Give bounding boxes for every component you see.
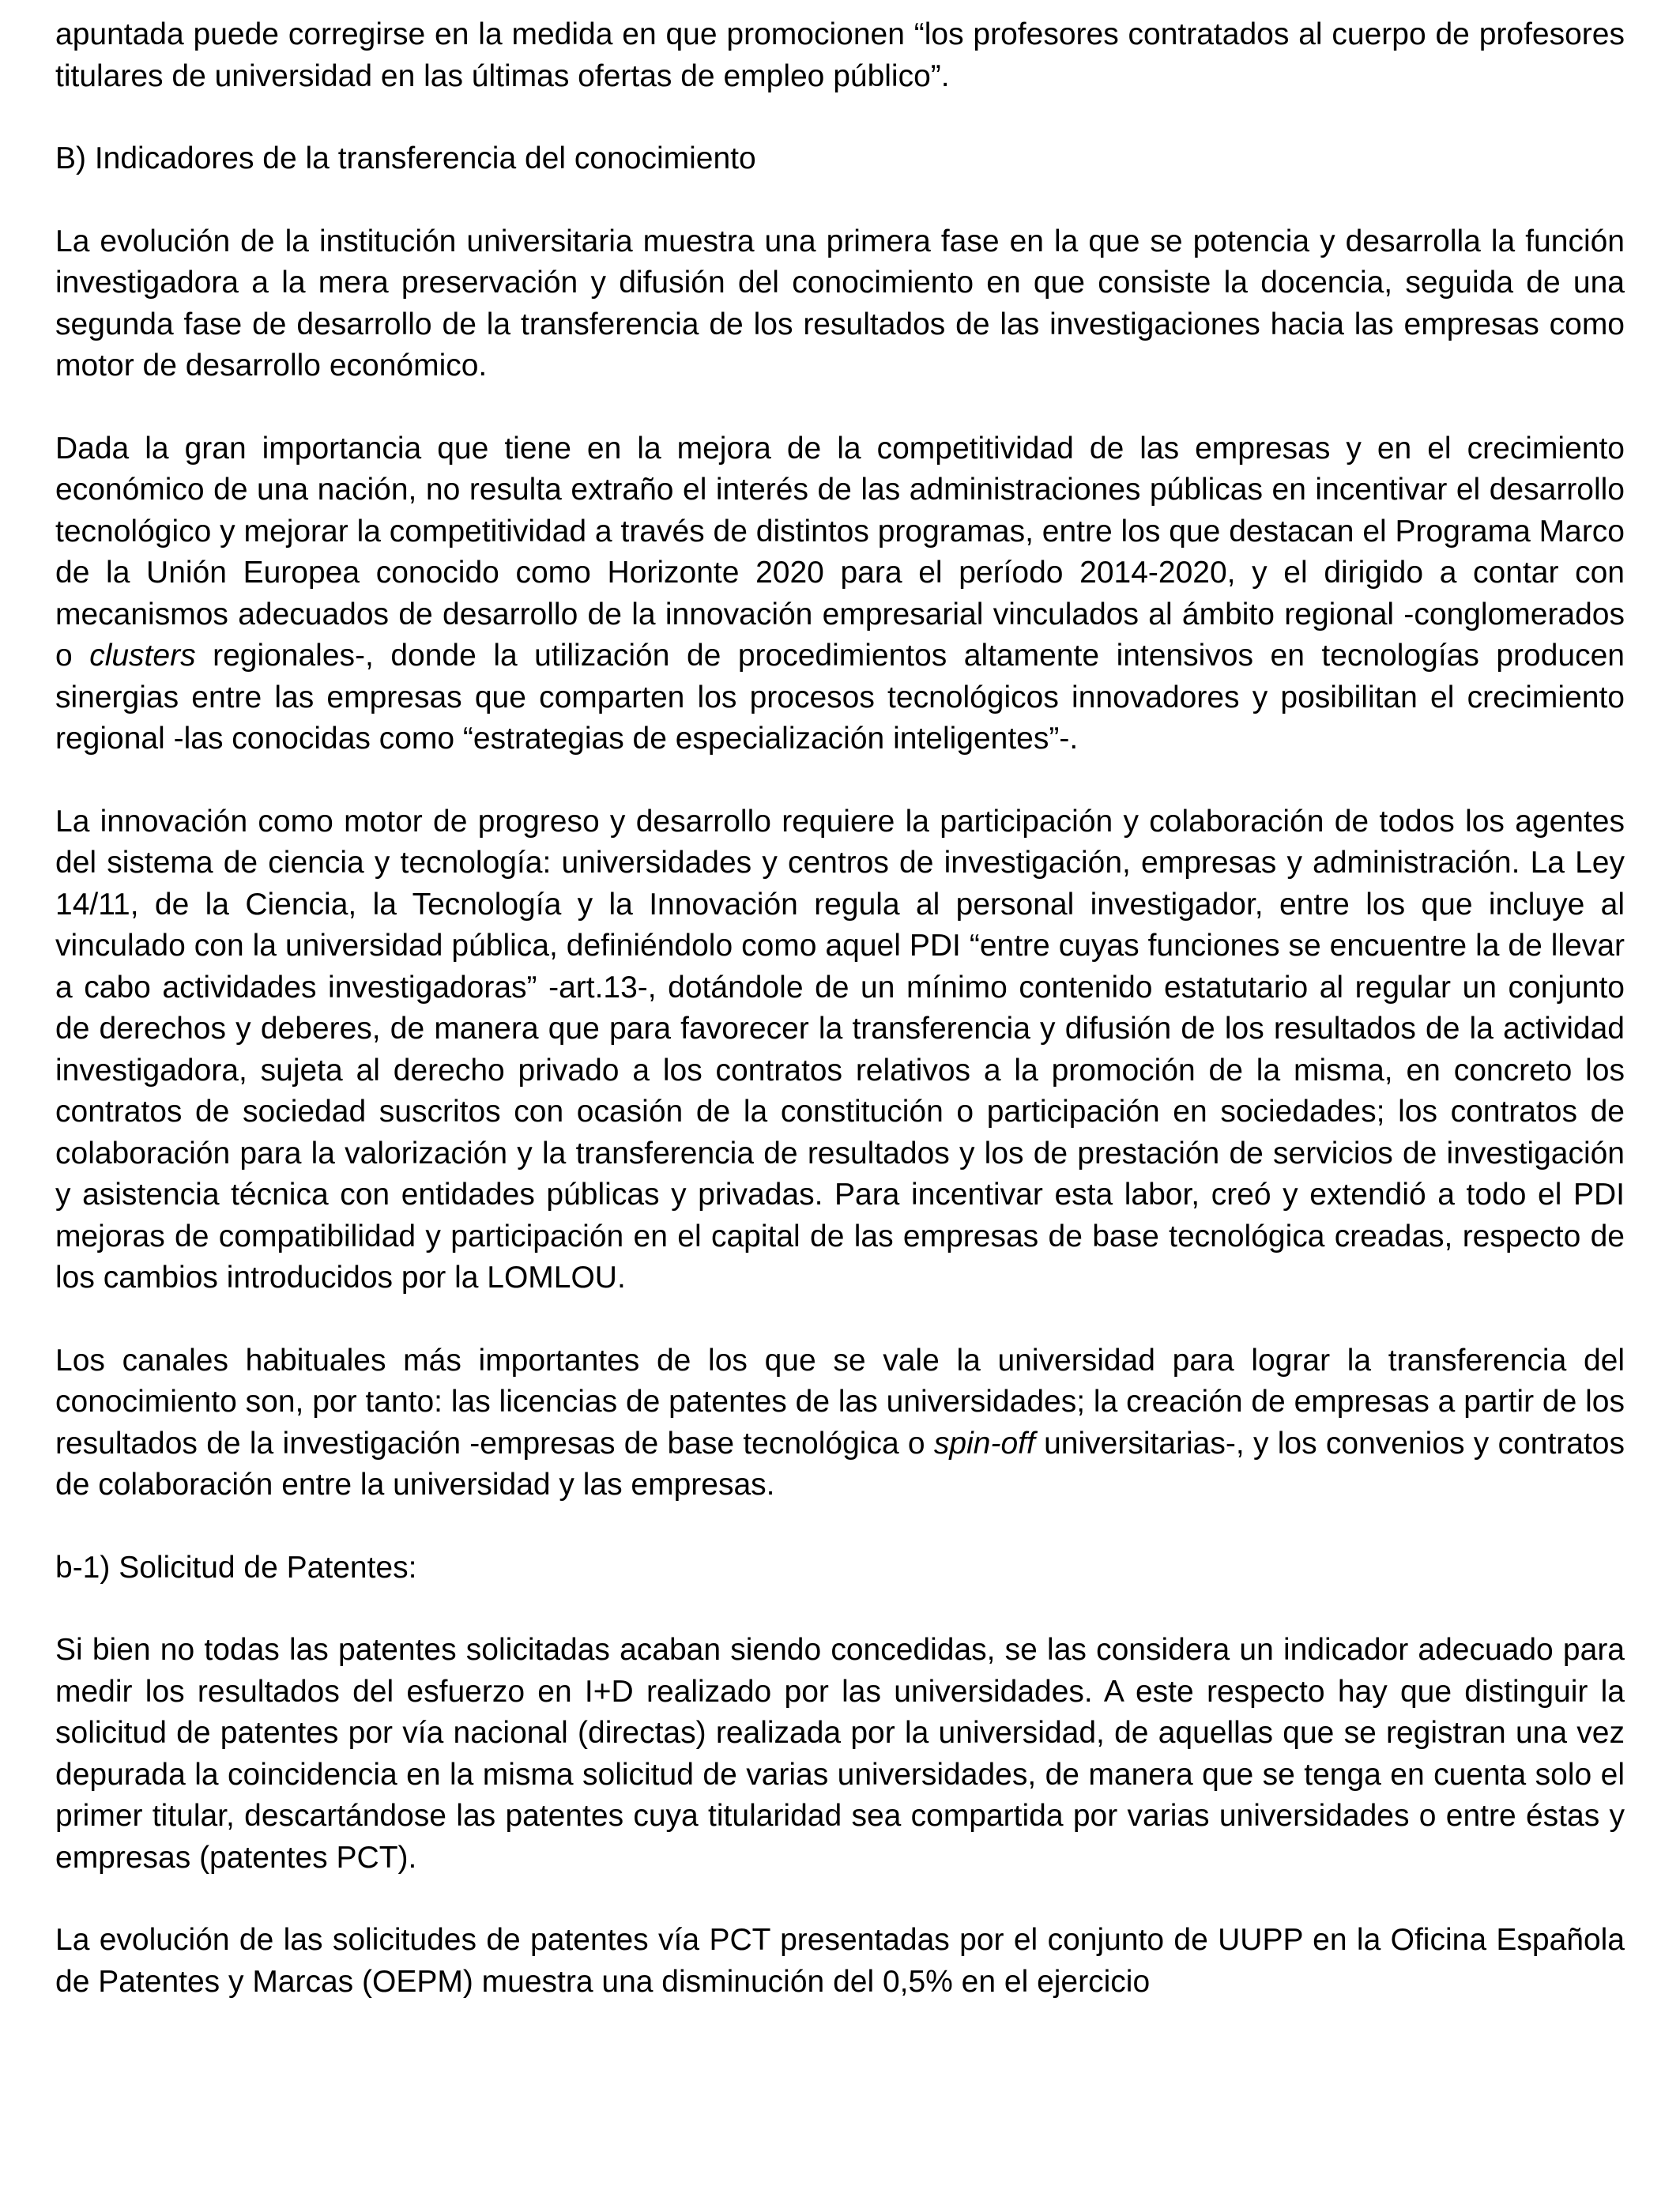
paragraph-canales [55, 1340, 1625, 1506]
paragraph-competitividad-text-b: regionales-, donde la utilización de procedimientos altamente intensivos en tecnologías producen sinergias entre las empresas que comparten los procesos tecnológicos innovadores y posibilitan el crecimiento regional -las conocidas como “estrategias de especialización inteligentes”-. [55, 639, 1625, 756]
paragraph-promocion: apuntada puede corregirse en la medida en que promocionen “los profesores contratados al cuerpo de profesores titulares de universidad en las últimas ofertas de empleo público”. [55, 17, 1625, 93]
paragraph-evolucion-institucion: La evolución de la institución universitaria muestra una primera fase en la que se potencia y desarrolla la función investigadora a la mera preservación y difusión del conocimiento en que consiste la docencia, seguida de una segunda fase de desarrollo de la transferencia de los resultados de las investigaciones hacia las empresas como motor de desarrollo económico. [55, 224, 1625, 383]
section-heading-transferencia: B) Indicadores de la transferencia del conocimiento [55, 141, 756, 175]
document-page [55, 14, 1625, 2003]
paragraph-competitividad [55, 428, 1625, 760]
paragraph-innovacion: La innovación como motor de progreso y desarrollo requiere la participación y colaboración de todos los agentes del sistema de ciencia y tecnología: universidades y centros de investigación, empresas y administración. La Ley 14/11, de la Ciencia, la Tecnología y la Innovación regula al personal investigador, entre los que incluye al vinculado con la universidad pública, definiéndolo como aquel PDI “entre cuyas funciones se encuentre la de llevar a cabo actividades investigadoras” -art.13-, dotándole de un mínimo contenido estatutario al regular un conjunto de derechos y deberes, de manera que para favorecer la transferencia y difusión de los resultados de la actividad investigadora, sujeta al derecho privado a los contratos relativos a la promoción de la misma, en concreto los contratos de sociedad suscritos con ocasión de la constitución o participación en sociedades; los contratos de colaboración para la valorización y la transferencia de resultados y los de prestación de servicios de investigación y asistencia técnica con entidades públicas y privadas. Para incentivar esta labor, creó y extendió a todo el PDI mejoras de compatibilidad y participación en el capital de las empresas de base tecnológica creadas, respecto de los cambios introducidos por la LOMLOU. [55, 804, 1625, 1295]
clusters-term: clusters [89, 639, 196, 673]
paragraph-competitividad-text-a: Dada la gran importancia que tiene en la mejora de la competitividad de las empresas y en el crecimiento económico de una nación, no resulta extraño el interés de las administraciones públicas en incentivar el desarrollo tecnológico y mejorar la competitividad a través de distintos programas, entre los que destacan el Programa Marco de la Unión Europea conocido como Horizonte 2020 para el período 2014-2020, y el dirigido a contar con mecanismos adecuados de desarrollo de la innovación empresarial vinculados al ámbito regional -conglomerados o [55, 431, 1625, 673]
paragraph-evolucion-pct: La evolución de las solicitudes de patentes vía PCT presentadas por el conjunto de UUPP en la Oficina Española de Patentes y Marcas (OEPM) muestra una disminución del 0,5% en el ejercicio [55, 1923, 1625, 1999]
paragraph-canales-text-a: Los canales habituales más importantes de los que se vale la universidad para lograr la transferencia del conocimiento son, por tanto: las licencias de patentes de las universidades; la creación de empresas a partir de los resultados de la investigación -empresas de base tecnológica o [55, 1343, 1625, 1461]
subsection-heading-patentes: b-1) Solicitud de Patentes: [55, 1550, 417, 1585]
paragraph-patentes: Si bien no todas las patentes solicitadas acaban siendo concedidas, se las considera un indicador adecuado para medir los resultados del esfuerzo en I+D realizado por las universidades. A este respecto hay que distinguir la solicitud de patentes por vía nacional (directas) realizada por la universidad, de aquellas que se registran una vez depurada la coincidencia en la misma solicitud de varias universidades, de manera que se tenga en cuenta solo el primer titular, descartándose las patentes cuya titularidad sea compartida por varias universidades o entre éstas y empresas (patentes PCT). [55, 1633, 1625, 1875]
spin-off-term: spin-off [933, 1426, 1035, 1461]
paragraph-canales-text-b: universitarias-, y los convenios y contratos de colaboración entre la universidad y las empresas. [55, 1426, 1625, 1502]
